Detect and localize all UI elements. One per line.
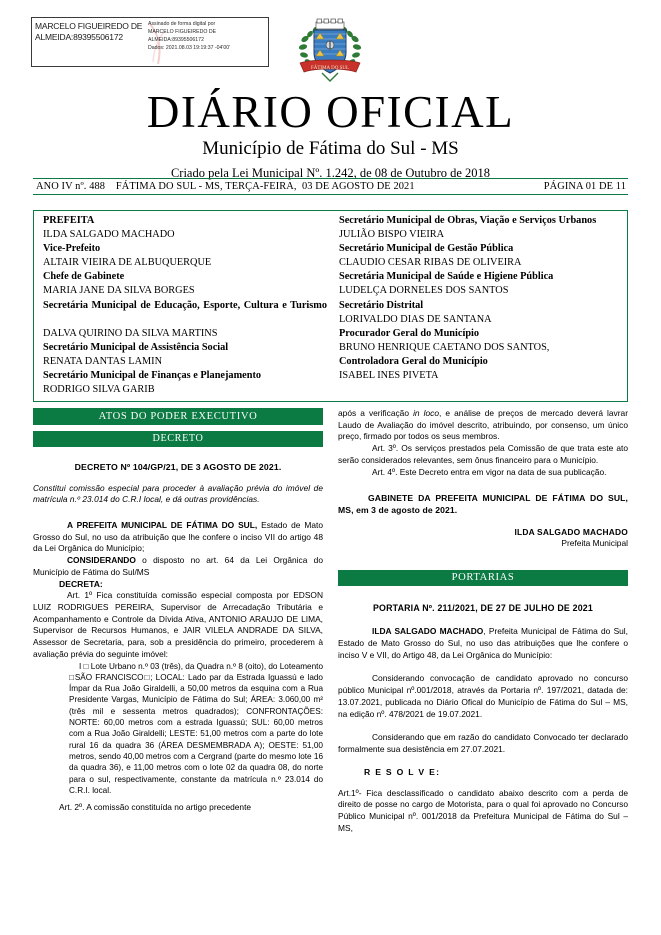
official-role: Secretário Municipal de Obras, Viação e Serviços Urbanos — [339, 215, 597, 226]
official-role: Secretária Municipal de Educação, Esporte, Cultura e Turismo — [43, 299, 327, 311]
officials-column-right — [333, 214, 627, 401]
digital-signature-stamp — [31, 17, 269, 67]
decreto-preamble-rest: Estado de Mato Grosso do Sul, no uso da atribuição que lhe confere o inciso VII do artigo 48 da Lei Orgânica do Município; — [33, 519, 323, 554]
official-role: Vice-Prefeito — [43, 243, 101, 255]
official-name: CLAUDIO CESAR RIBAS DE OLIVEIRA — [339, 257, 522, 269]
decreto-title: DECRETO Nº 104/GP/21, DE 3 AGOSTO DE 2021. — [74, 462, 282, 472]
decreto-considerando-bold: CONSIDERANDO — [67, 554, 136, 565]
signature-date-line: Dados: 2021.08.03 19:19:37 -04'00' — [148, 44, 231, 51]
official-name: JULIÃO BISPO VIEIRA — [339, 229, 445, 241]
decreto-art3: Art. 3º. Os serviços prestados pela Comissão de que trata este ato serão considerados relevantes, sem ônus financeiro para o Município. — [338, 443, 628, 465]
content-column-left — [33, 408, 323, 814]
official-name: LORIVALDO DIAS DE SANTANA — [339, 313, 492, 325]
issue-bar-left: ANO IV nº. 488 FÁTIMA DO SUL - MS, TERÇA-FEIRA, 03 DE AGOSTO DE 2021 — [36, 181, 415, 192]
decreto-art2-continued-left: Art. 2º. A comissão constituída no artigo precedente — [59, 802, 252, 813]
official-name: ISABEL INES PIVETA — [339, 370, 439, 382]
content-column-right — [338, 408, 628, 834]
portaria-art1: Art.1º- Fica desclassificado o candidato abaixo descrito com a perda de direito de posse no cargo de Motorista, para o qual foi aprovado no Concurso Público Municipal nº. 001/2018 da Prefeitura Municipal de Fátima do Sul – MS, — [338, 787, 628, 833]
official-role: Chefe de Gabinete — [43, 271, 125, 283]
official-name: BRUNO HENRIQUE CAETANO DOS SANTOS, — [339, 341, 550, 353]
decreto-imovel-description: I □ Lote Urbano n.º 03 (três), da Quadra n.º 8 (oito), do Loteamento □SÃO FRANCISCO□; LOCAL: Lado par da Estrada Iguassú e lado Ímpar da Rua João Giraldelli, a 50,00 metros da esquina com a Rua Presidente Vargas, Município de Fátima do Sul; ÁREA: 3.060,00 m² (três mil e sessenta metros quadrados); CONFRONTAÇÕES: NORTE: 60,00 metros com a estrada Iguassú; SUL: 60,00 metros com a Rua João Giraldelli; LESTE: 51,00 metros com a parte do lote rural 16 da quadra 36 (ÁREA DESMEMBRADA A); OESTE: 51,00 metros, sendo 40,00 metros com a Cergrand (parte do mesmo lote 16 da quadra 36), e 11,00 metros com o lote 02 da quadra 08, do norte para o sul, respectivamente, constante da matrícula n.º 23.014 do C.R.I. local. — [69, 661, 323, 795]
decreto-art4: Art. 4º. Este Decreto entra em vigor na data de sua publicação. — [372, 466, 607, 477]
portaria-considerando-2: Considerando que em razão do candidato Convocado ter declarado formalmente sua desistência em 27.07.2021. — [338, 732, 628, 754]
portaria-considerando-1: Considerando convocação de candidato aprovado no concurso público Municipal nº.001/2018, através da Portaria nº. 197/2021, datada de: 13.07.2021, publicada no Diário Ofical do Município de Fátima do Sul – MS, na edição nº. 478/2021 de 19.07.2021. — [338, 673, 628, 719]
masthead-subtitle: Município de Fátima do Sul - MS — [202, 138, 459, 159]
signature-signer-name: MARCELO FIGUEIREDO DE ALMEIDA:89395506172 — [35, 21, 143, 43]
official-name: ILDA SALGADO MACHADO — [43, 229, 175, 241]
signature-details — [145, 18, 268, 53]
portaria-title: PORTARIA Nº. 211/2021, DE 27 DE JULHO DE 2021 — [372, 603, 593, 614]
art2-italic-in-loco: in loco — [413, 408, 440, 418]
section-banner-atos: ATOS DO PODER EXECUTIVO — [33, 408, 323, 425]
signature-reason-line: Assinado de forma digital por — [148, 21, 216, 27]
decreto-preamble-bold: A PREFEITA MUNICIPAL DE FÁTIMA DO SUL, — [67, 519, 258, 530]
decreto-signer-name: ILDA SALGADO MACHADO — [514, 526, 628, 537]
masthead — [0, 88, 661, 181]
official-role: Controladora Geral do Município — [339, 355, 488, 367]
section-banner-portarias: PORTARIAS — [338, 570, 628, 587]
officials-box — [33, 210, 628, 402]
official-name: ALTAIR VIEIRA DE ALBUQUERQUE — [43, 257, 212, 269]
official-role: Secretária Municipal de Saúde e Higiene Pública — [339, 271, 554, 283]
official-name: DALVA QUIRINO DA SILVA MARTINS — [43, 327, 218, 339]
decreto-signer-role: Prefeita Municipal — [561, 538, 628, 549]
official-name: LUDELÇA DORNELES DOS SANTOS — [339, 285, 509, 297]
decreto-ementa: Constitui comissão especial para proceder à avaliação prévia do imóvel de matrícula n.º 23.014 do C.R.I local, e dá outras providências. — [33, 483, 323, 505]
decreto-considerando-rest: o disposto no art. 64 da Lei Orgânica do Município de Fátima do Sul/MS — [33, 554, 323, 577]
officials-column-left — [34, 214, 333, 401]
decreto-art1: Art. 1º Fica constituída comissão especial composta por EDSON LUIZ RODRIGUES PEREIRA, Supervisor de Arrecadação Tributária e Acompanhamento e Controle da Dívida Ativa, ANTONIO ARAUJO DE LIMA, Supervisor de Recursos Humanos, e JAIR VILELA ANDRADE DA SILVA, Assessor de Secretaria, para, sob a presidência do primeiro, procederem à avaliação prévia do seguinte imóvel: — [33, 590, 323, 659]
portaria-preamble-bold: ILDA SALGADO MACHADO — [372, 626, 484, 637]
svg-text:FÁTIMA DO SUL: FÁTIMA DO SUL — [310, 66, 350, 71]
art2-post: , e análise de preços de mercado deverá lavrar Laudo de Avaliação do imóvel descrito, atribuindo, por consenso, um único preço, firmado por todos os seus membros. — [338, 408, 628, 442]
portaria-preamble — [338, 626, 628, 661]
portaria-preamble-rest: , Prefeita Municipal de Fátima do Sul, Estado de Mato Grosso do Sul, no uso das atribuições que lhe confere o inciso V e VII, do Artigo 48, da Lei Orgânica do Município: — [338, 626, 628, 660]
art2-pre: após a verificação — [338, 408, 414, 418]
decreto-decreta-label: DECRETA: — [59, 579, 103, 590]
official-role: Secretário Municipal de Gestão Pública — [339, 243, 514, 255]
official-name: RODRIGO SILVA GARIB — [43, 384, 155, 396]
official-name: RENATA DANTAS LAMIN — [43, 355, 163, 367]
decreto-gabinete-line: GABINETE DA PREFEITA MUNICIPAL DE FÁTIMA DO SUL, MS, em 3 de agosto de 2021. — [338, 493, 628, 516]
signature-signer-detail: MARCELO FIGUEIREDO DE ALMEIDA:89395506172 — [148, 28, 217, 43]
official-role: Procurador Geral do Município — [339, 327, 480, 339]
decreto-preamble — [33, 520, 323, 555]
issue-bar-page: PÁGINA 01 DE 11 — [543, 181, 626, 192]
decreto-art2-continued-right — [338, 408, 628, 443]
portaria-resolve-label: R E S O L V E: — [364, 766, 441, 777]
official-role: Secretário Municipal de Assistência Social — [43, 341, 229, 353]
masthead-law-line: Criado pela Lei Municipal Nº. 1.242, de 08 de Outubro de 2018 — [170, 166, 491, 180]
decreto-considerando — [33, 555, 323, 578]
official-role: PREFEITA — [43, 215, 95, 226]
coat-of-arms-icon — [296, 17, 364, 87]
section-banner-decreto: DECRETO — [33, 431, 323, 448]
official-role: Secretário Municipal de Finanças e Planejamento — [43, 370, 262, 382]
official-name: MARIA JANE DA SILVA BORGES — [43, 285, 195, 297]
page-title: DIÁRIO OFICIAL — [146, 87, 515, 137]
official-role: Secretário Distrital — [339, 299, 424, 311]
issue-bar — [33, 178, 628, 195]
